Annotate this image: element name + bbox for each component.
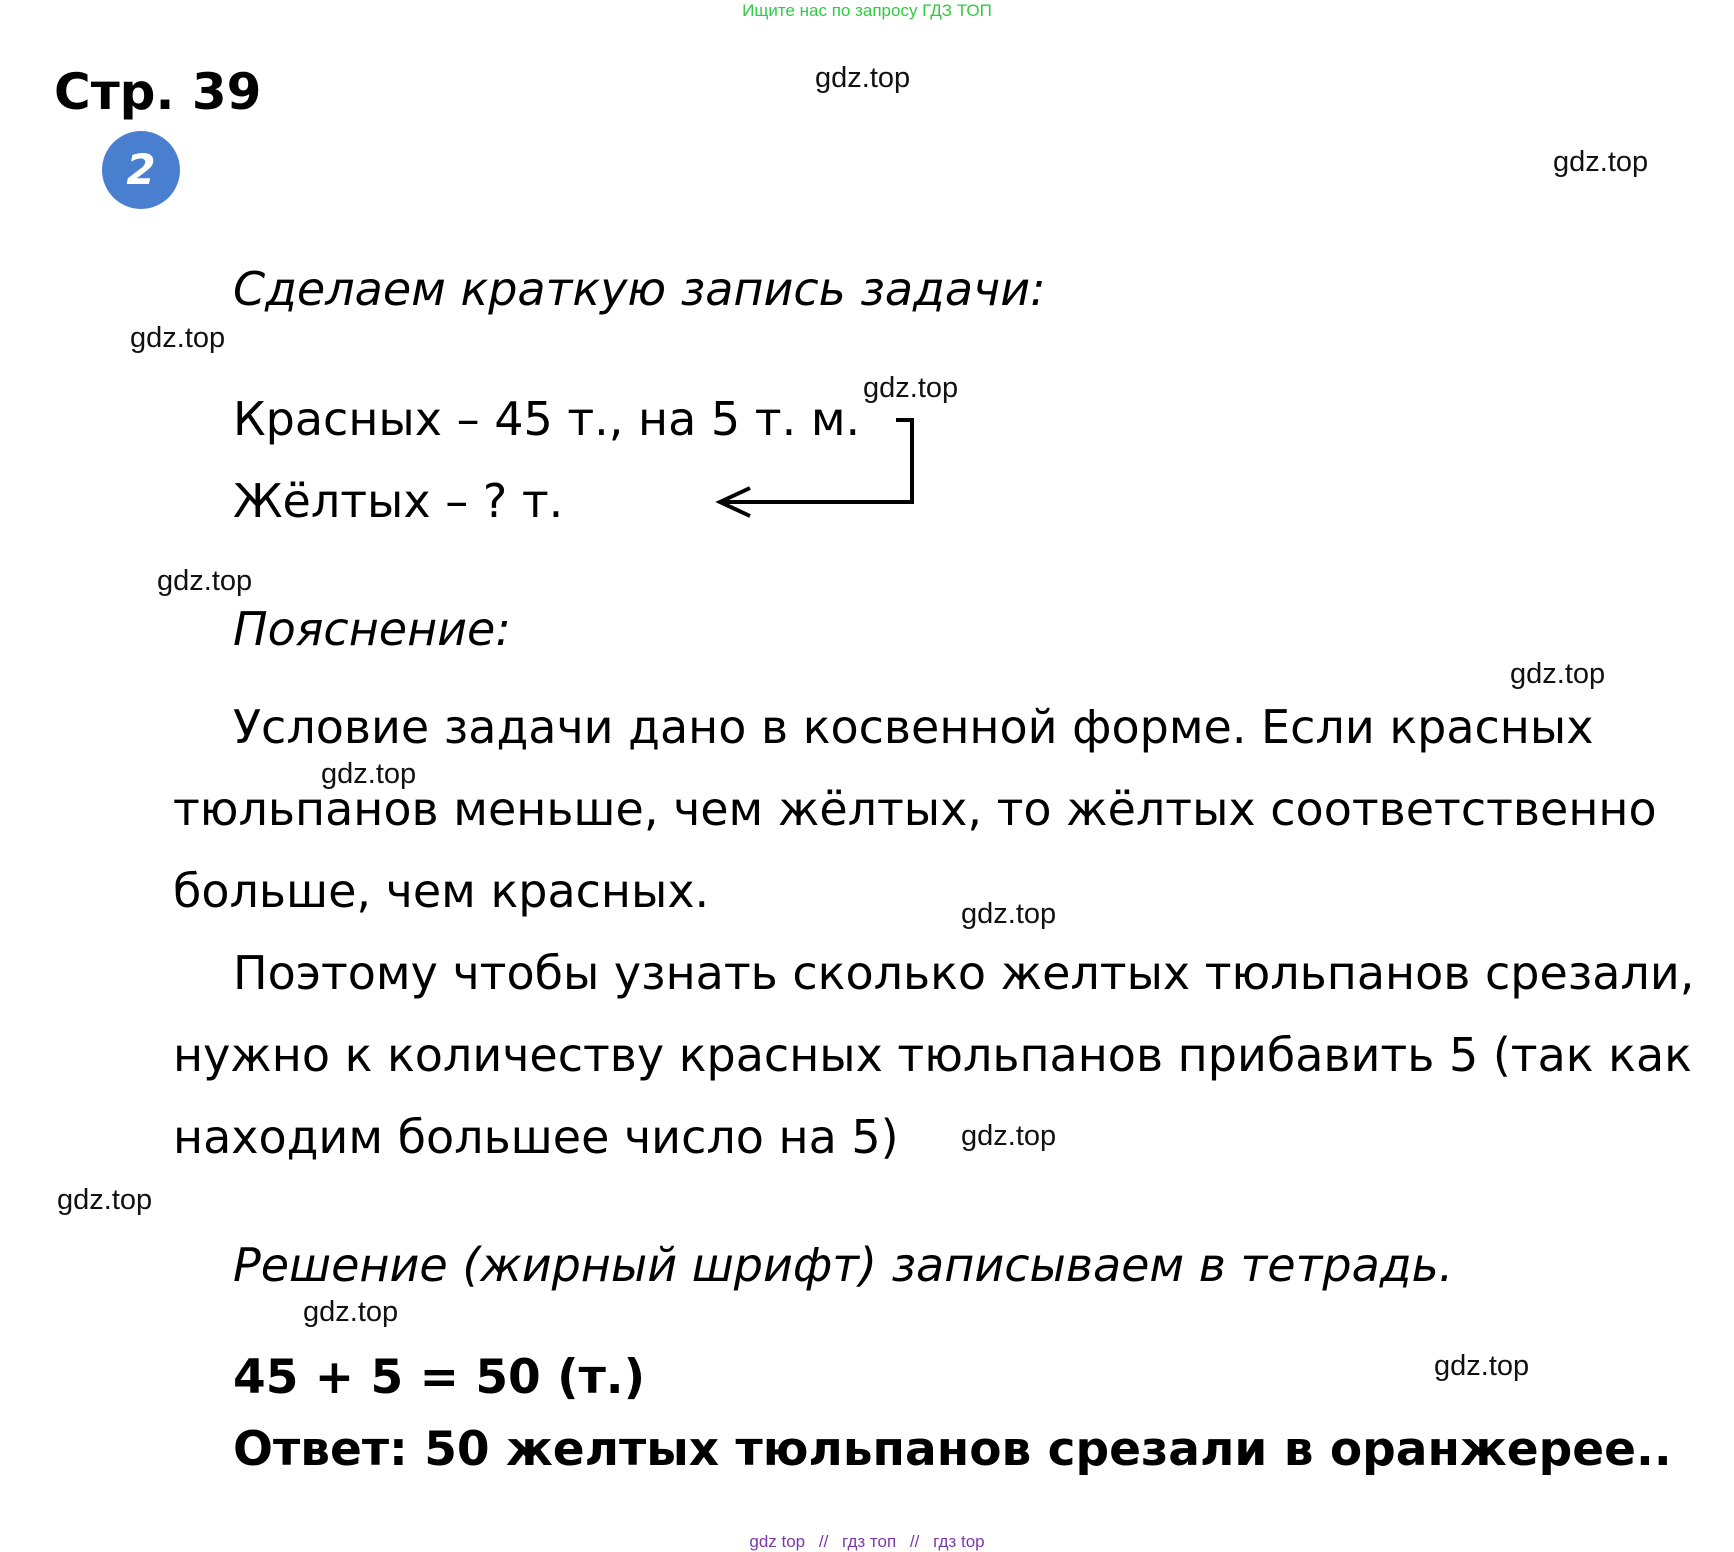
solution-heading: Решение (жирный шрифт) записываем в тетрадь. [233,1238,1454,1292]
explanation-heading: Пояснение: [233,602,511,656]
watermark: gdz.top [961,1120,1057,1152]
page-title: Стр. 39 [54,63,262,121]
short-note-line-red: Красных – 45 т., на 5 т. м. [233,392,861,446]
relation-arrow-icon [700,410,930,520]
watermark: gdz.top [863,372,959,404]
footer-link[interactable]: гдз топ [842,1532,897,1551]
task-number-badge: 2 [102,131,180,209]
top-banner: Ищите нас по запросу ГДЗ ТОП [742,1,992,20]
answer-text: Ответ: 50 желтых тюльпанов срезали в оранжерее.. [233,1422,1672,1477]
explanation-line: Условие задачи дано в косвенной форме. Если красных [233,700,1594,754]
watermark: gdz.top [1434,1350,1530,1382]
footer-separator: // [818,1532,829,1551]
watermark: gdz.top [321,758,417,790]
watermark: gdz.top [1553,146,1649,178]
explanation-line: нужно к количеству красных тюльпанов прибавить 5 (так как [173,1028,1692,1082]
explanation-line: Поэтому чтобы узнать сколько желтых тюльпанов срезали, [233,946,1695,1000]
watermark: gdz.top [130,322,226,354]
footer-link[interactable]: гдз top [933,1532,985,1551]
watermark: gdz.top [303,1296,399,1328]
watermark: gdz.top [57,1184,153,1216]
footer-link[interactable]: gdz top [749,1532,806,1551]
short-note-line-yellow: Жёлтых – ? т. [233,474,564,528]
explanation-line: больше, чем красных. [173,864,710,918]
explanation-line: тюльпанов меньше, чем жёлтых, то жёлтых соответственно [173,782,1657,836]
footer-separator: // [909,1532,920,1551]
watermark: gdz.top [815,62,911,94]
solution-expression: 45 + 5 = 50 (т.) [233,1350,646,1405]
short-note-heading: Сделаем краткую запись задачи: [233,262,1046,316]
explanation-line: находим большее число на 5) [173,1110,899,1164]
watermark: gdz.top [1510,658,1606,690]
watermark: gdz.top [961,898,1057,930]
watermark: gdz.top [157,565,253,597]
footer-links [0,1532,1734,1552]
